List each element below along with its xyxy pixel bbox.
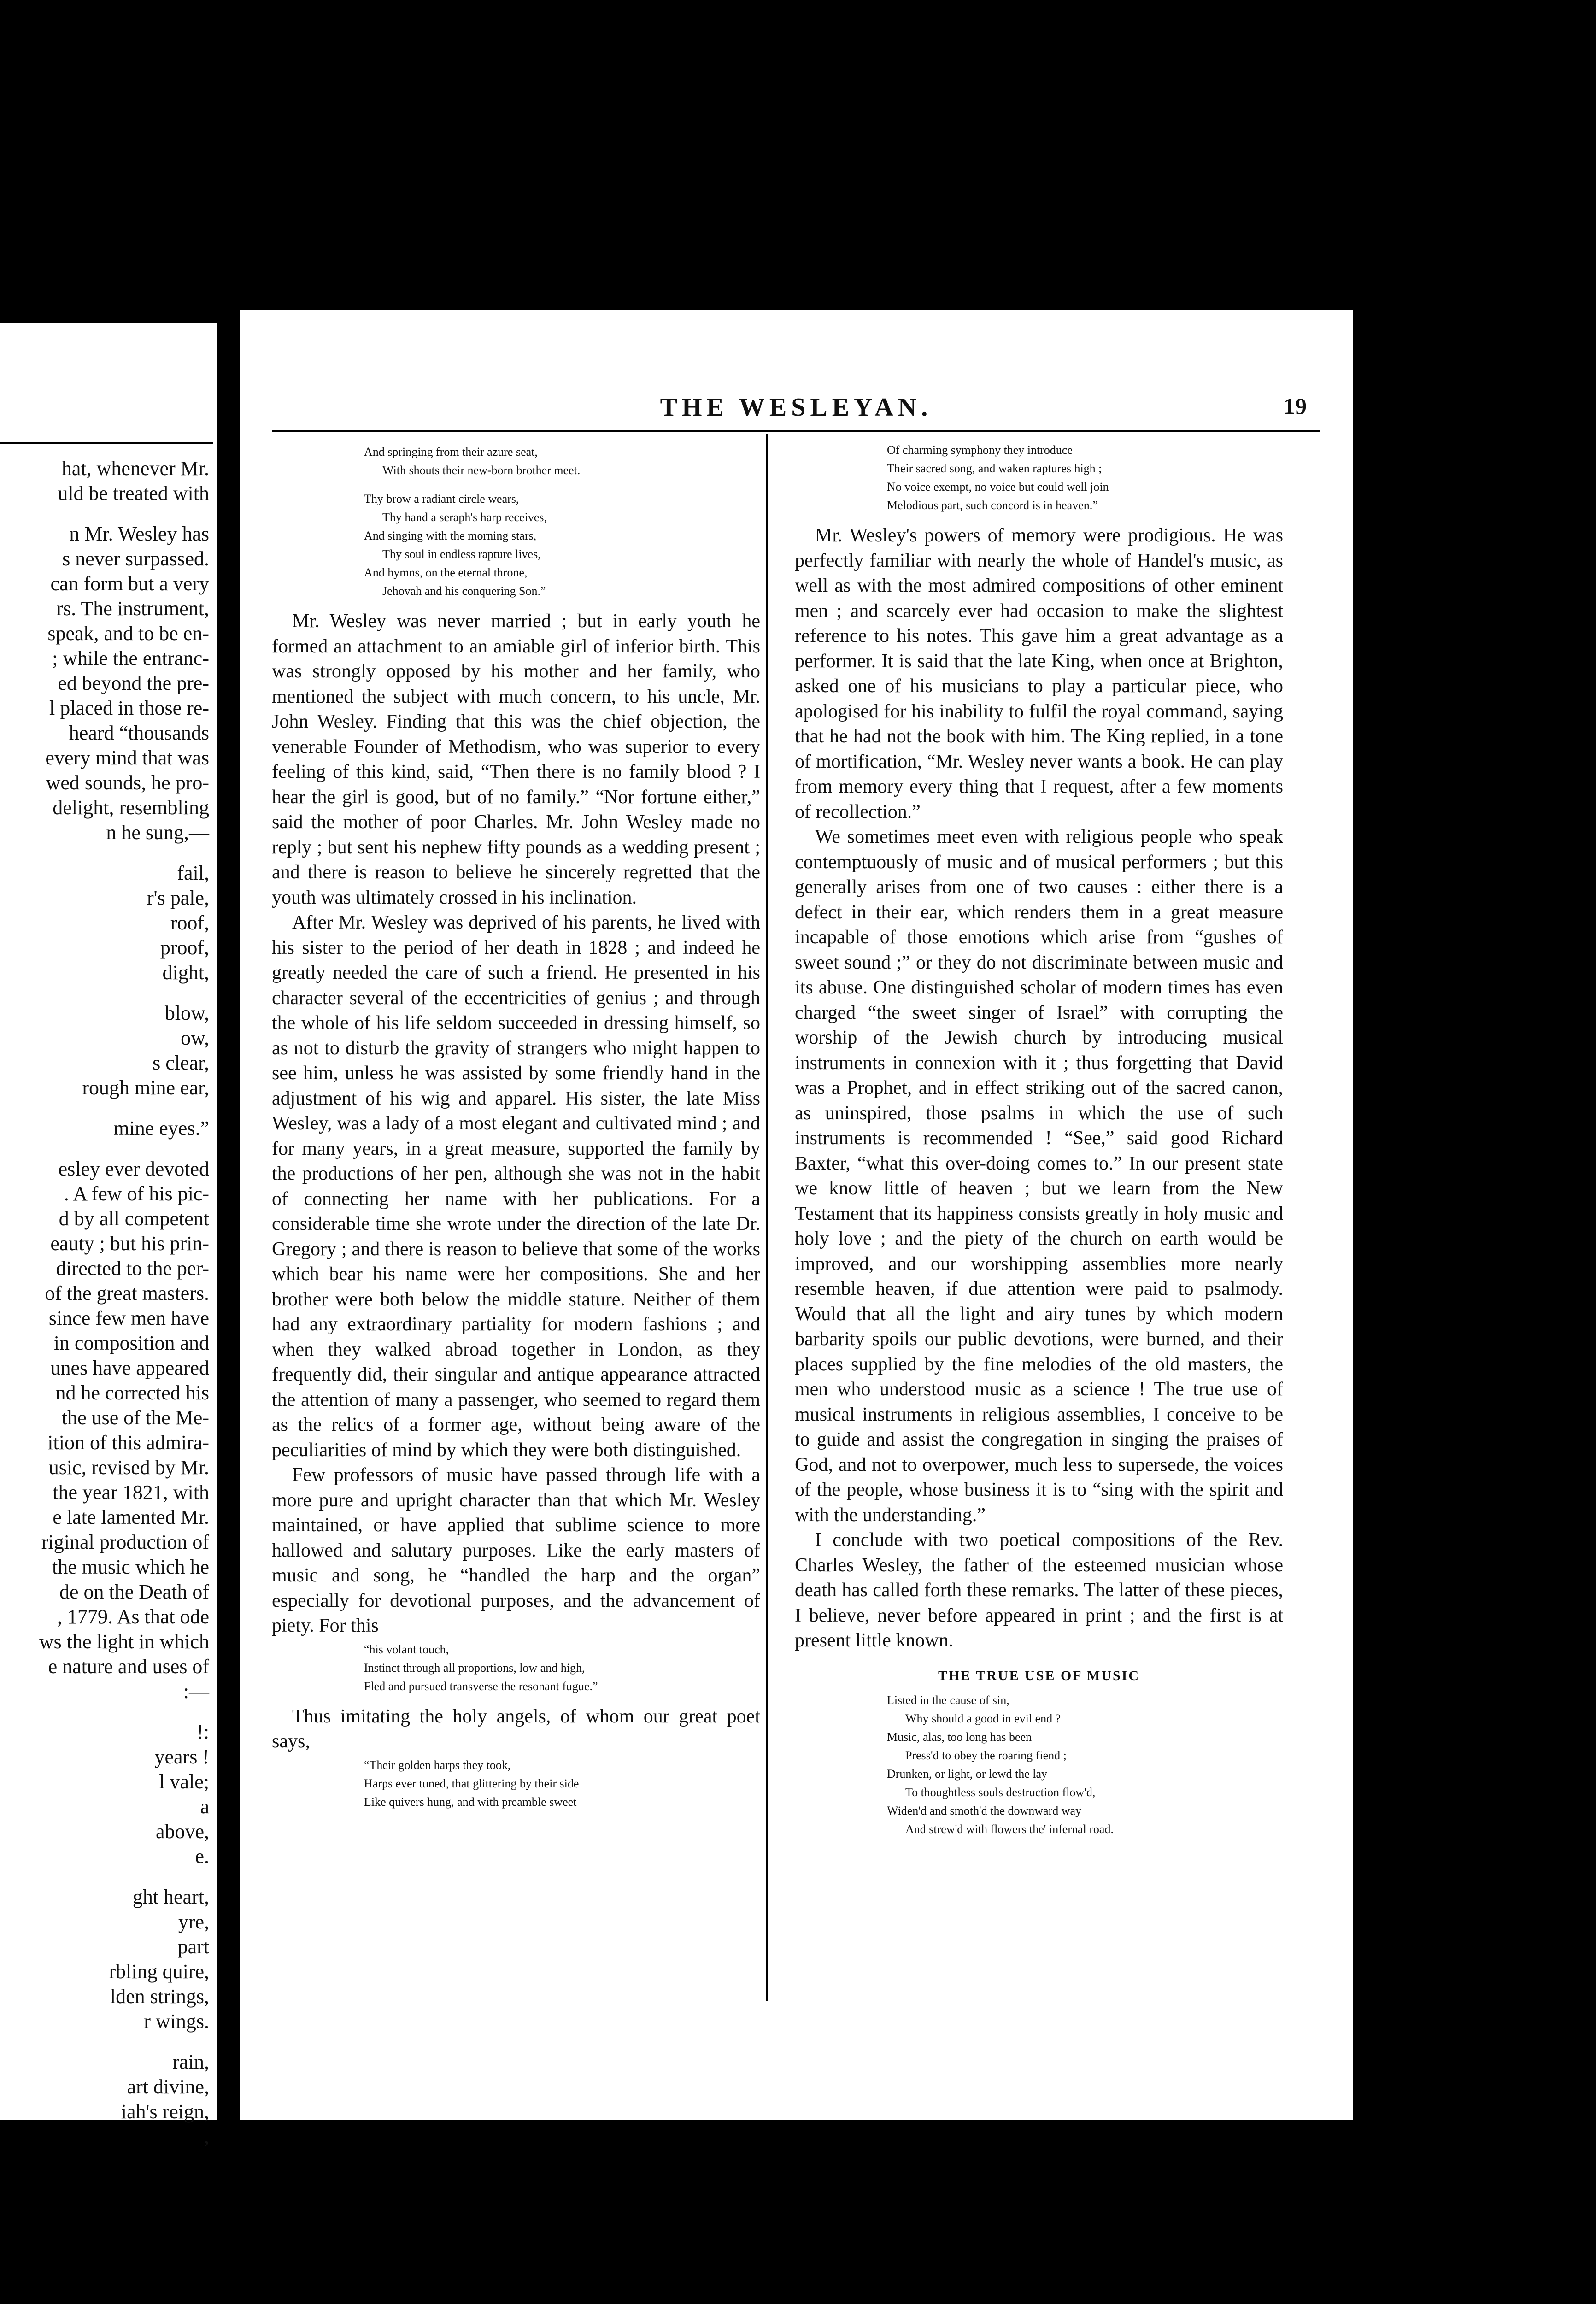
poem-line: Listed in the cause of sin, [887, 1693, 1009, 1707]
fragment-line: mine eyes.” [113, 1117, 209, 1140]
poem-line: Thy hand a seraph's harp receives, [382, 511, 547, 524]
fragment-line: n he sung,— [106, 821, 209, 844]
fragment-line: dight, [162, 961, 209, 984]
paragraph: After Mr. Wesley was deprived of his parents, he lived with his sister to the period of her death in 1828 ; and indeed he greatly needed the care of such a friend. He presented in his character several of the eccentricities of genius ; and through the whole of his life seldom succeeded in dressing himself, so as not to disturb the gravity of strangers who might happen to see him, unless he was assisted by some friendly hand in the adjustment of his wig and apparel. His sister, the late Miss Wesley, was a lady of a most elegant and cultivated mind ; and for many years, in a great measure, supported the family by the productions of her pen, although she was not in the habit of connecting her name with her publications. For a considerable time she wrote under the direction of the late Dr. Gregory ; and there is reason to believe that some of the works which bear his name were her compositions. She and her brother were both below the middle stature. Neither of them had any extraordinary partiality for modern fashions ; and when they walked abroad together in London, as they frequently did, their singular and antique appearance attracted the attention of many a passenger, who seemed to regard them as the relics of a former age, without being aware of the peculiarities of mind by which they were both distinguished. [272, 912, 760, 1461]
poem-line: Press'd to obey the roaring fiend ; [905, 1749, 1067, 1762]
fragment-line: yre, [178, 1910, 209, 1933]
line-gap [0, 1100, 209, 1116]
fragment-line: the year 1821, with [53, 1481, 209, 1504]
poem-line: Harps ever tuned, that glittering by their side [364, 1776, 579, 1790]
poem-line: Music, alas, too long has been [887, 1730, 1032, 1744]
fragment-line: roof, [170, 911, 209, 934]
fragment-line: hat, whenever Mr. [61, 457, 209, 480]
fragment-line: e nature and uses of [48, 1655, 209, 1678]
adjacent-page-fragment [0, 323, 217, 2148]
fragment-line: l vale; [159, 1770, 209, 1793]
fragment-line: s clear, [153, 1052, 209, 1074]
running-title: THE WESLEYAN. [660, 393, 933, 422]
fragment-line: uld be treated with [58, 482, 209, 505]
poem [795, 1691, 1283, 1839]
poem-excerpt [272, 443, 760, 600]
fragment-line: fail, [177, 862, 209, 884]
fragment-line: :— [183, 1680, 209, 1703]
fragment-line: rbling quire, [109, 1960, 209, 1983]
fragment-line: blow, [164, 1002, 209, 1024]
right-column [795, 441, 1283, 1847]
line-gap [0, 845, 209, 861]
fragment-line: , [204, 2125, 209, 2148]
page-number: 19 [1284, 393, 1307, 419]
header-rule [272, 430, 1320, 432]
fragment-line: ow, [181, 1027, 209, 1049]
fragment-line: s never surpassed. [62, 547, 209, 570]
fragment-line: a [200, 1795, 209, 1818]
page [240, 310, 1353, 2120]
fragment-line: l placed in those re- [49, 697, 209, 719]
poem-line: Widen'd and smoth'd the downward way [887, 1804, 1082, 1817]
fragment-line: e. [195, 1845, 209, 1868]
fragment-line: wed sounds, he pro- [46, 771, 209, 794]
poem-line: Thy soul in endless rapture lives, [382, 547, 541, 561]
fragment-line: of the great masters. [45, 1282, 209, 1305]
line-gap [0, 506, 209, 522]
poem-line: Drunken, or light, or lewd the lay [887, 1767, 1048, 1781]
poem-line: “his volant touch, [364, 1642, 449, 1656]
fragment-line: usic, revised by Mr. [48, 1456, 209, 1479]
line-gap [0, 2034, 209, 2050]
poem-line: Melodious part, such concord is in heaven.” [887, 499, 1098, 512]
poem-excerpt [795, 441, 1283, 515]
fragment-line: !: [197, 1721, 209, 1743]
fragment-line: r's pale, [147, 887, 209, 909]
fragment-line: lden strings, [110, 1985, 209, 2008]
fragment-line: directed to the per- [56, 1257, 209, 1280]
fragment-line: iah's reign, [121, 2100, 209, 2123]
fragment-line: ; while the entranc- [52, 647, 209, 670]
poem-line: And singing with the morning stars, [364, 529, 537, 542]
fragment-line: can form but a very [50, 572, 209, 595]
fragment-line: speak, and to be en- [47, 622, 209, 645]
fragment-line: ition of this admira- [47, 1431, 209, 1454]
line-gap [0, 1704, 209, 1720]
fragment-line: delight, resembling [53, 796, 209, 819]
fragment-line: part [177, 1935, 209, 1958]
fragment-line: unes have appeared [50, 1357, 209, 1379]
poem-line: Instinct through all proportions, low and high, [364, 1661, 585, 1675]
poem-line: Of charming symphony they introduce [887, 443, 1073, 457]
fragment-line: nd he corrected his [55, 1381, 209, 1404]
fragment-line: rain, [172, 2051, 209, 2073]
fragment-line: every mind that was [45, 746, 209, 769]
poem-line: No voice exempt, no voice but could well join [887, 480, 1109, 494]
fragment-line: esley ever devoted [58, 1158, 209, 1180]
fragment-line: de on the Death of [59, 1581, 209, 1603]
poem-line: And springing from their azure seat, [364, 445, 538, 458]
fragment-line: years ! [154, 1746, 209, 1768]
fragment-line: , 1779. As that ode [57, 1605, 209, 1628]
poem-line: Why should a good in evil end ? [905, 1712, 1061, 1725]
line-gap [0, 1869, 209, 1885]
fragment-line: heard “thousands [69, 722, 209, 744]
poem-line: Thy brow a radiant circle wears, [364, 492, 519, 505]
fragment-line: e late lamented Mr. [53, 1506, 209, 1528]
line-gap [0, 1141, 209, 1157]
poem-line: And strew'd with flowers the' infernal road. [905, 1822, 1114, 1836]
fragment-line: d by all competent [59, 1207, 209, 1230]
column-divider [766, 434, 768, 2001]
fragment-line: ght heart, [132, 1886, 209, 1908]
fragment-line: ws the light in which [39, 1630, 209, 1653]
poem-excerpt [272, 1756, 760, 1811]
fragment-line: proof, [160, 936, 209, 959]
paragraph: I conclude with two poetical compositions of the Rev. Charles Wesley, the father of the esteemed musician whose death has called forth these remarks. The latter of these pieces, I believe, never before appeared in print ; and the first is at present little known. [795, 1529, 1283, 1651]
fragment-line: the music which he [52, 1556, 209, 1578]
fragment-line: art divine, [127, 2075, 209, 2098]
poem-line: With shouts their new-born brother meet. [382, 464, 581, 477]
poem-excerpt [272, 1640, 760, 1696]
poem-line: And hymns, on the eternal throne, [364, 566, 528, 579]
fragment-line: since few men have [48, 1307, 209, 1329]
adjacent-page-text [0, 456, 209, 2149]
adjacent-page-rule [0, 442, 213, 444]
poem-title: THE TRUE USE OF MUSIC [938, 1668, 1140, 1683]
paragraph: Mr. Wesley was never married ; but in early youth he formed an attachment to an amiable girl of inferior birth. This was strongly opposed by his mother and her family, who mentioned the subject with much concern, to his uncle, Mr. John Wesley. Finding that this was the chief objection, the venerable Founder of Methodism, who was superior to every feeling of this kind, said, “Then there is no family blood ? I hear the girl is good, but of no family.” “Nor fortune either,” said the mother of poor Charles. Mr. John Wesley made no reply ; but sent his nephew fifty pounds as a wedding present ; and there is reason to believe he sincerely regretted that the youth was ultimately crossed in his inclination. [272, 611, 760, 908]
fragment-line: ed beyond the pre- [58, 672, 209, 694]
paragraph: We sometimes meet even with religious people who speak contemptuously of music and of musical performers ; but this generally arises from one of two causes : either there is a defect in their ear, which renders them in a great measure incapable of those emotions which arise from “gushes of sweet sound ;” or they do not discriminate between music and its abuse. One distinguished scholar of modern times has even charged “the sweet singer of Israel” with corrupting the worship of the Jewish church by introducing musical instruments in connexion with it ; thus forgetting that David was a Prophet, and in effect striking out of the sacred canon, as uninspired, those psalms in which the use of such instruments is recommended ! “See,” said good Richard Baxter, “what this over-doing comes to.” In our present state we know little of heaven ; but we learn from the New Testament that its happiness consists greatly in holy music and holy love ; and the piety of the church on earth would be improved, and our worshipping assemblies more nearly resemble heaven, if due attention were paid to psalmody. Would that all the light and airy tunes by which modern barbarity spoils our public devotions, were burned, and their places supplied by the fine melodies of the old masters, the men who understood music as a science ! The true use of musical instruments in religious assemblies, I conceive to be to guide and assist the congregation in singing the praises of God, and not to overpower, much less to supersede, the voices of the people, whose business it is to “sing with the spirit and with the understanding.” [795, 826, 1283, 1526]
paragraph: Few professors of music have passed through life with a more pure and upright character than that which Mr. Wesley maintained, or have applied that sublime science to more hallowed and salutary purposes. Like the early masters of music and song, he “handled the harp and the organ” especially for devotional purposes, and the advancement of piety. For this [272, 1464, 760, 1636]
fragment-line: the use of the Me- [61, 1406, 209, 1429]
fragment-line: rough mine ear, [82, 1076, 209, 1099]
paragraph: Thus imitating the holy angels, of whom our great poet says, [272, 1705, 760, 1752]
fragment-line: rs. The instrument, [56, 597, 209, 620]
left-column [272, 441, 760, 1820]
poem-line: Fled and pursued transverse the resonant fugue.” [364, 1679, 598, 1693]
poem-line: Their sacred song, and waken raptures high ; [887, 462, 1102, 475]
poem-line: “Their golden harps they took, [364, 1758, 511, 1772]
stanza-break [272, 480, 760, 490]
page-header [272, 393, 1320, 425]
fragment-line: . A few of his pic- [64, 1182, 209, 1205]
paragraph: Mr. Wesley's powers of memory were prodigious. He was perfectly familiar with nearly the whole of Handel's music, as well as with the most admired compositions of other eminent men ; and scarcely ever had occasion to make the slightest reference to his notes. This gave him a great advantage as a performer. It is said that the late King, when once at Brighton, asked one of his musicians to play a particular piece, who apologised for his inability to fulfil the royal command, saying that he had not the book with him. The King replied, in a tone of mortification, “Mr. Wesley never wants a book. He can play from memory every thing that I request, after a few moments of recollection.” [795, 525, 1283, 823]
fragment-line: riginal production of [41, 1531, 209, 1553]
poem-line: To thoughtless souls destruction flow'd, [905, 1786, 1096, 1799]
fragment-line: n Mr. Wesley has [69, 523, 209, 545]
fragment-line: eauty ; but his prin- [50, 1232, 209, 1255]
fragment-line: above, [155, 1820, 209, 1843]
fragment-line: r wings. [144, 2010, 209, 2033]
line-gap [0, 985, 209, 1001]
poem-line: Like quivers hung, and with preamble sweet [364, 1795, 577, 1809]
fragment-line: in composition and [53, 1332, 209, 1354]
poem-line: Jehovah and his conquering Son.” [382, 584, 546, 598]
